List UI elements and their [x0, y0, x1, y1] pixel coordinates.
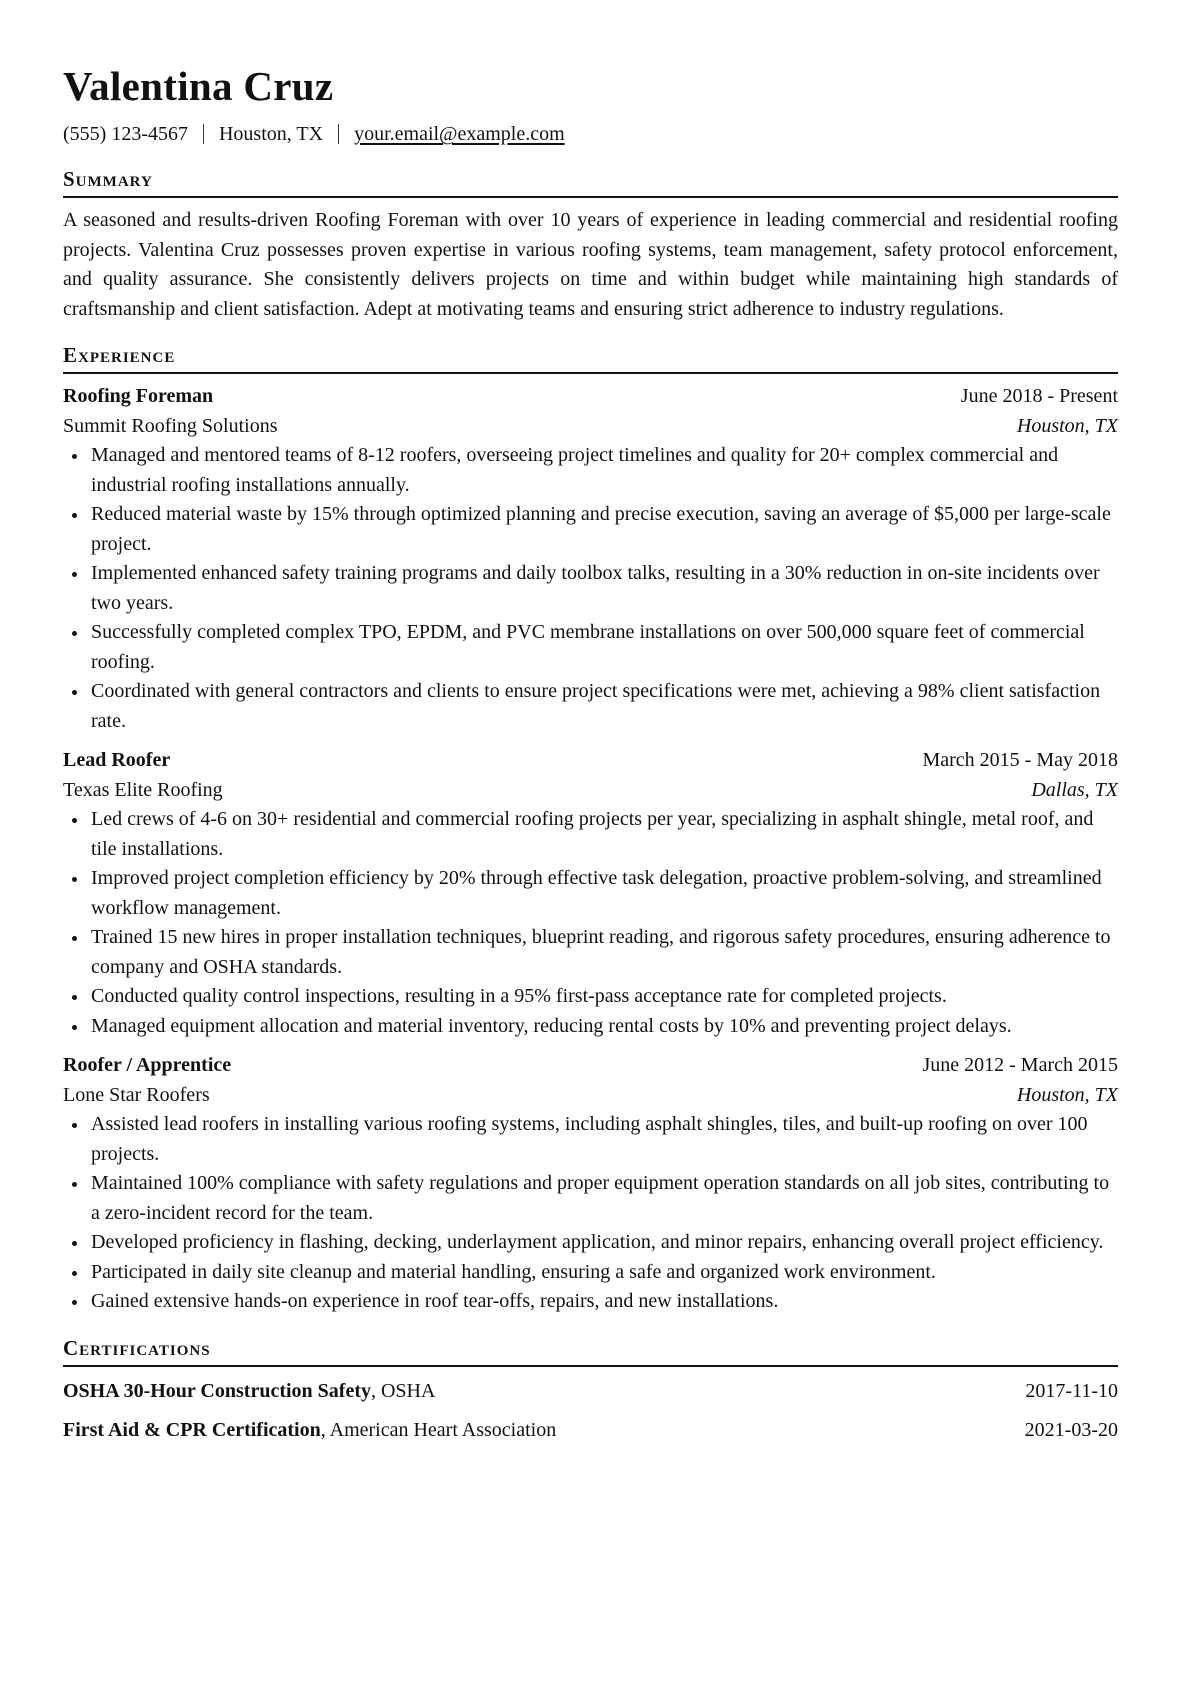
company-name: Texas Elite Roofing: [63, 778, 223, 801]
certifications-section: [63, 1335, 1118, 1446]
bullet-item: Maintained 100% compliance with safety regulations and proper equipment operation standards on all job sites, contributing to a zero-incident record for the team.: [63, 1169, 1118, 1228]
bullet-icon: [72, 631, 77, 636]
bullet-item: Managed equipment allocation and material inventory, reducing rental costs by 10% and preventing project delays.: [63, 1012, 1118, 1042]
job-entry: [63, 1051, 1118, 1317]
phone-number: (555) 123-4567: [63, 123, 188, 145]
bullet-item: Reduced material waste by 15% through optimized planning and precise execution, saving an average of $5,000 per large-scale project.: [63, 500, 1118, 559]
job-location: Houston, TX: [1016, 1083, 1118, 1106]
bullet-item: Participated in daily site cleanup and material handling, ensuring a safe and organized work environment.: [63, 1258, 1118, 1288]
job-dates: June 2012 - March 2015: [922, 1054, 1118, 1076]
bullet-item: Coordinated with general contractors and clients to ensure project specifications were met, achieving a 98% client satisfaction rate.: [63, 677, 1118, 736]
experience-section: [63, 342, 1118, 1317]
company-name: Summit Roofing Solutions: [63, 414, 278, 437]
certification-date: 2021-03-20: [1024, 1419, 1118, 1441]
job-bullets: [63, 441, 1118, 736]
bullet-icon: [72, 572, 77, 577]
job-bullets: [63, 805, 1118, 1041]
section-title: Certifications: [63, 1335, 1118, 1367]
summary-section: [63, 166, 1118, 324]
bullet-icon: [72, 1025, 77, 1030]
candidate-name: Valentina Cruz: [63, 63, 334, 109]
bullet-item: Managed and mentored teams of 8-12 roofers, overseeing project timelines and quality for 20+ complex commercial and industrial roofing installations annually.: [63, 441, 1118, 500]
bullet-item: Successfully completed complex TPO, EPDM, and PVC membrane installations on over 500,000 square feet of commercial roofing.: [63, 618, 1118, 677]
bullet-icon: [72, 818, 77, 823]
bullet-item: Assisted lead roofers in installing various roofing systems, including asphalt shingles, tiles, and built-up roofing on over 100 projects.: [63, 1110, 1118, 1169]
bullet-icon: [72, 513, 77, 518]
bullet-item: Developed proficiency in flashing, decking, underlayment application, and minor repairs, enhancing overall project efficiency.: [63, 1228, 1118, 1258]
bullet-item: Improved project completion efficiency by 20% through effective task delegation, proactive problem-solving, and streamlined workflow management.: [63, 864, 1118, 923]
company-name: Lone Star Roofers: [63, 1083, 210, 1106]
bullet-item: Trained 15 new hires in proper installation techniques, blueprint reading, and rigorous safety procedures, ensuring adherence to company and OSHA standards.: [63, 923, 1118, 982]
certification-issuer: , OSHA: [370, 1379, 436, 1402]
bullet-item: Led crews of 4-6 on 30+ residential and commercial roofing projects per year, specializing in asphalt shingle, metal roof, and tile installations.: [63, 805, 1118, 864]
job-entry: [63, 746, 1118, 1041]
summary-text: A seasoned and results-driven Roofing Foreman with over 10 years of experience in leading commercial and residential roofing projects. Valentina Cruz possesses proven expertise in various roofing systems, team management, safety protocol enforcement, and quality assurance. She consistently delivers projects on time and within budget while maintaining high standards of craftsmanship and client satisfaction. Adept at motivating teams and ensuring strict adherence to industry regulations.: [63, 209, 1118, 320]
certification-name: First Aid & CPR Certification: [63, 1419, 321, 1441]
bullet-icon: [72, 690, 77, 695]
bullet-icon: [72, 1182, 77, 1187]
job-location: Dallas, TX: [1031, 778, 1118, 801]
bullet-icon: [72, 1241, 77, 1246]
certification-item: [63, 1416, 1118, 1446]
location: Houston, TX: [218, 123, 324, 145]
certification-name: OSHA 30-Hour Construction Safety: [63, 1379, 371, 1402]
certification-item: [63, 1377, 1118, 1407]
bullet-icon: [72, 936, 77, 941]
bullet-item: Conducted quality control inspections, resulting in a 95% first-pass acceptance rate for completed projects.: [63, 982, 1118, 1012]
section-title: Experience: [63, 342, 1118, 374]
certification-date: 2017-11-10: [1025, 1379, 1118, 1402]
section-title: Summary: [63, 166, 1118, 198]
contact-line: [63, 120, 1118, 148]
resume-header: [63, 62, 1118, 148]
job-title: Roofing Foreman: [63, 385, 214, 407]
bullet-icon: [72, 454, 77, 459]
separator: [338, 124, 339, 144]
job-title: Lead Roofer: [63, 749, 171, 771]
job-title: Roofer / Apprentice: [63, 1054, 232, 1076]
bullet-icon: [72, 877, 77, 882]
job-entry: [63, 382, 1118, 736]
bullet-item: Implemented enhanced safety training programs and daily toolbox talks, resulting in a 30% reduction in on-site incidents over two years.: [63, 559, 1118, 618]
job-dates: June 2018 - Present: [960, 385, 1118, 407]
email-link[interactable]: your.email@example.com: [354, 123, 565, 145]
bullet-icon: [72, 1300, 77, 1305]
job-bullets: [63, 1110, 1118, 1317]
bullet-icon: [72, 1123, 77, 1128]
job-dates: March 2015 - May 2018: [922, 749, 1118, 771]
bullet-icon: [72, 995, 77, 1000]
certification-issuer: , American Heart Association: [320, 1419, 557, 1441]
job-location: Houston, TX: [1016, 414, 1118, 437]
bullet-icon: [72, 1271, 77, 1276]
separator: [203, 124, 204, 144]
bullet-item: Gained extensive hands-on experience in roof tear-offs, repairs, and new installations.: [63, 1287, 1118, 1317]
